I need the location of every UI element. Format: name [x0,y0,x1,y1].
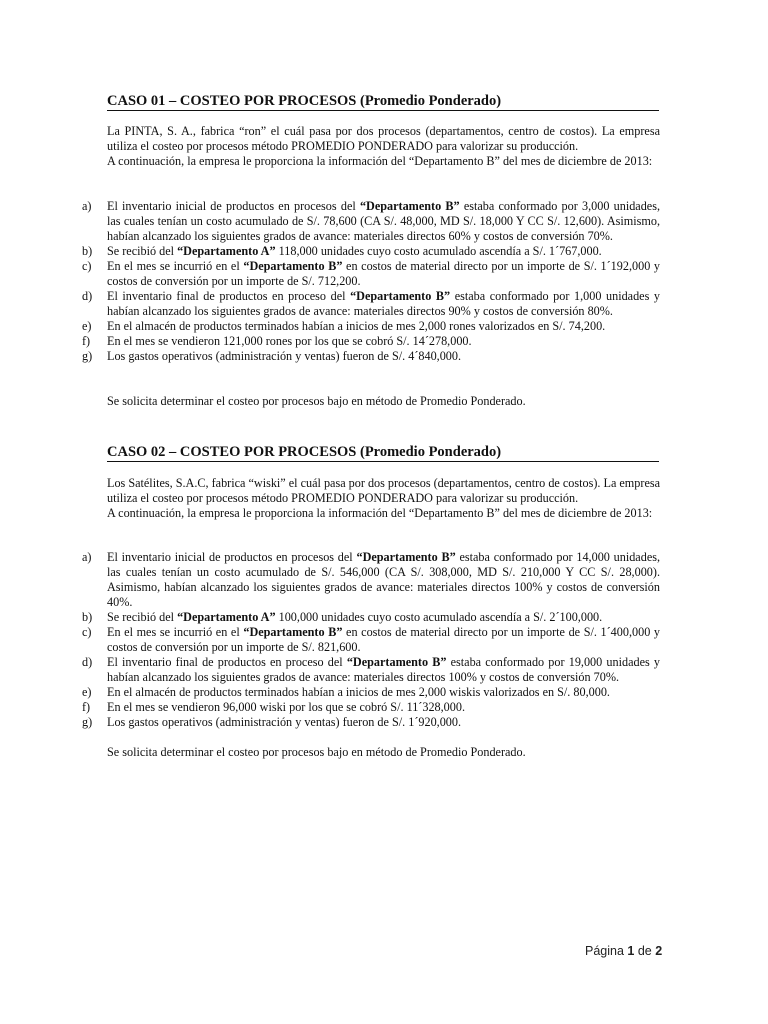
page-of-word: de [637,944,652,958]
list-item [82,244,660,259]
case-02-title: CASO 02 – COSTEO POR PROCESOS (Promedio Ponderado) [107,444,659,462]
item-label: a) [82,550,92,564]
item-label: c) [82,259,92,273]
page-total: 2 [655,944,663,958]
list-item [82,700,660,715]
item-text: Los gastos operativos (administración y ventas) fueron de S/. 1´920,000. [107,715,462,729]
item-text: El inventario inicial de productos en procesos del “Departamento B” estaba conformado por 14,000 unidades, las cuales tenían un costo acumulado de S/. 546,000 (CA S/. 308,000, MD S/. 210,000 Y CC S/. 28,000). Asimismo, habían alcanzado los siguientes grados de avance: materiales directos 100% y costos de conversión 40%. [107,550,661,609]
case-02-intro [107,476,660,521]
list-item [82,289,660,319]
case-02-request: Se solicita determinar el costeo por procesos bajo en método de Promedio Ponderado. [107,745,526,759]
item-label: b) [82,244,93,258]
page-current: 1 [627,944,635,958]
list-item [82,550,660,610]
list-item [82,349,660,364]
item-text: El inventario final de productos en proceso del “Departamento B” estaba conformado por 1,000 unidades y habían alcanzado los siguientes grados de avance: materiales directos 90% y costos de conversión 80%. [107,289,660,318]
item-label: g) [82,715,93,729]
list-item [82,625,660,655]
case-02-item-list [82,550,660,730]
item-label: d) [82,289,93,303]
item-label: e) [82,685,92,699]
item-text: Los gastos operativos (administración y ventas) fueron de S/. 4´840,000. [107,349,462,363]
item-label: d) [82,655,93,669]
item-text: En el mes se vendieron 96,000 wiski por los que se cobró S/. 11´328,000. [107,700,466,714]
item-text: En el almacén de productos terminados habían a inicios de mes 2,000 rones valorizados en S/. 74,200. [107,319,606,333]
page-word: Página [585,944,624,958]
item-text: El inventario inicial de productos en procesos del “Departamento B” estaba conformado por 3,000 unidades, las cuales tenían un costo acumulado de S/. 78,600 (CA S/. 48,000, MD S/. 18,000 Y CC S/. 12,600). Asimismo, habían alcanzado los siguientes grados de avance: materiales directos 60% y costos de conversión 70%. [107,199,661,243]
case-01-intro-continuation: A continuación, la empresa le proporciona la información del “Departamento B” del mes de diciembre de 2013: [107,154,653,168]
item-label: f) [82,700,91,714]
case-01-request: Se solicita determinar el costeo por procesos bajo en método de Promedio Ponderado. [107,394,526,408]
list-item [82,334,660,349]
case-01-item-list [82,199,660,364]
item-text: Se recibió del “Departamento A” 100,000 unidades cuyo costo acumulado ascendía a S/. 2´100,000. [107,610,603,624]
case-01-intro-paragraph: La PINTA, S. A., fabrica “ron” el cuál pasa por dos procesos (departamentos, centro de costos). La empresa utiliza el costeo por procesos método PROMEDIO PONDERADO para valorizar su producción. [107,124,660,153]
item-label: a) [82,199,92,213]
item-label: b) [82,610,93,624]
item-label: f) [82,334,91,348]
item-text: En el mes se incurrió en el “Departamento B” en costos de material directo por un importe de S/. 1´400,000 y costos de conversión por un importe de S/. 821,600. [107,625,661,654]
case-01-title: CASO 01 – COSTEO POR PROCESOS (Promedio Ponderado) [107,93,659,111]
case-01-intro [107,124,660,169]
item-label: c) [82,625,92,639]
case-02-intro-continuation: A continuación, la empresa le proporciona la información del “Departamento B” del mes de diciembre de 2013: [107,506,653,520]
item-text: En el almacén de productos terminados habían a inicios de mes 2,000 wiskis valorizados en S/. 80,000. [107,685,610,699]
list-item [82,259,660,289]
list-item [82,685,660,700]
item-text: En el mes se vendieron 121,000 rones por los que se cobró S/. 14´278,000. [107,334,472,348]
item-text: El inventario final de productos en proceso del “Departamento B” estaba conformado por 19,000 unidades y habían alcanzado los siguientes grados de avance: materiales directos 100% y costos de conversión 70%. [107,655,660,684]
item-text: Se recibió del “Departamento A” 118,000 unidades cuyo costo acumulado ascendía a S/. 1´767,000. [107,244,602,258]
item-label: e) [82,319,92,333]
list-item [82,319,660,334]
item-text: En el mes se incurrió en el “Departamento B” en costos de material directo por un importe de S/. 1´192,000 y costos de conversión por un importe de S/. 712,200. [107,259,661,288]
list-item [82,610,660,625]
page-number-footer [585,944,662,958]
list-item [82,715,660,730]
item-label: g) [82,349,93,363]
list-item [82,199,660,244]
case-02-intro-paragraph: Los Satélites, S.A.C, fabrica “wiski” el cuál pasa por dos procesos (departamentos, centro de costos). La empresa utiliza el costeo por procesos método PROMEDIO PONDERADO para valorizar su producción. [107,476,661,505]
list-item [82,655,660,685]
